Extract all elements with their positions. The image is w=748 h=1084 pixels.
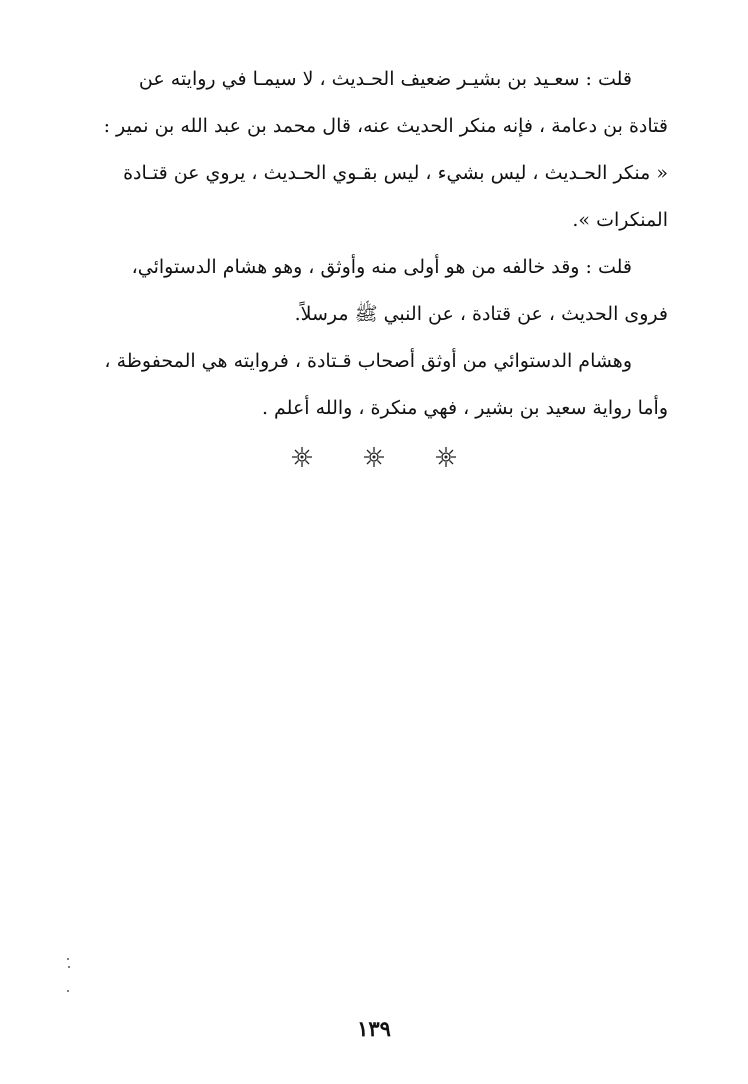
text-line: « منكر الحـديث ، ليس بشيء ، ليس بقـوي الحـديث ، يروي عن قتـادة bbox=[123, 162, 668, 184]
text-line: قلت : سعـيد بن بشيـر ضعيف الحـديث ، لا سيمـا في روايته عن bbox=[138, 68, 632, 90]
asterism-flower-icon bbox=[291, 446, 313, 468]
text-line: قتادة بن دعامة ، فإنه منكر الحديث عنه، قال محمد بن عبد الله بن نمير : bbox=[103, 115, 668, 137]
asterism-flower-icon bbox=[363, 446, 385, 468]
text-line: المنكرات ». bbox=[572, 209, 668, 231]
paragraph-3 bbox=[86, 338, 668, 432]
text-line: وأما رواية سعيد بن بشير ، فهي منكرة ، والله أعلم . bbox=[261, 397, 668, 419]
text-line: فروى الحديث ، عن قتادة ، عن النبي ﷺ مرسلاً. bbox=[294, 303, 668, 325]
text-line: قلت : وقد خالفه من هو أولى منه وأوثق ، وهو هشام الدستوائي، bbox=[131, 256, 632, 278]
margin-specks bbox=[64, 958, 72, 998]
asterism-flower-icon bbox=[435, 446, 457, 468]
body-text bbox=[86, 56, 668, 432]
page-number: ١٣٩ bbox=[357, 1016, 391, 1041]
paragraph-1 bbox=[86, 56, 668, 244]
section-divider bbox=[0, 446, 748, 468]
text-line: وهشام الدستوائي من أوثق أصحاب قـتادة ، فروايته هي المحفوظة ، bbox=[104, 350, 632, 372]
paragraph-2 bbox=[86, 244, 668, 338]
